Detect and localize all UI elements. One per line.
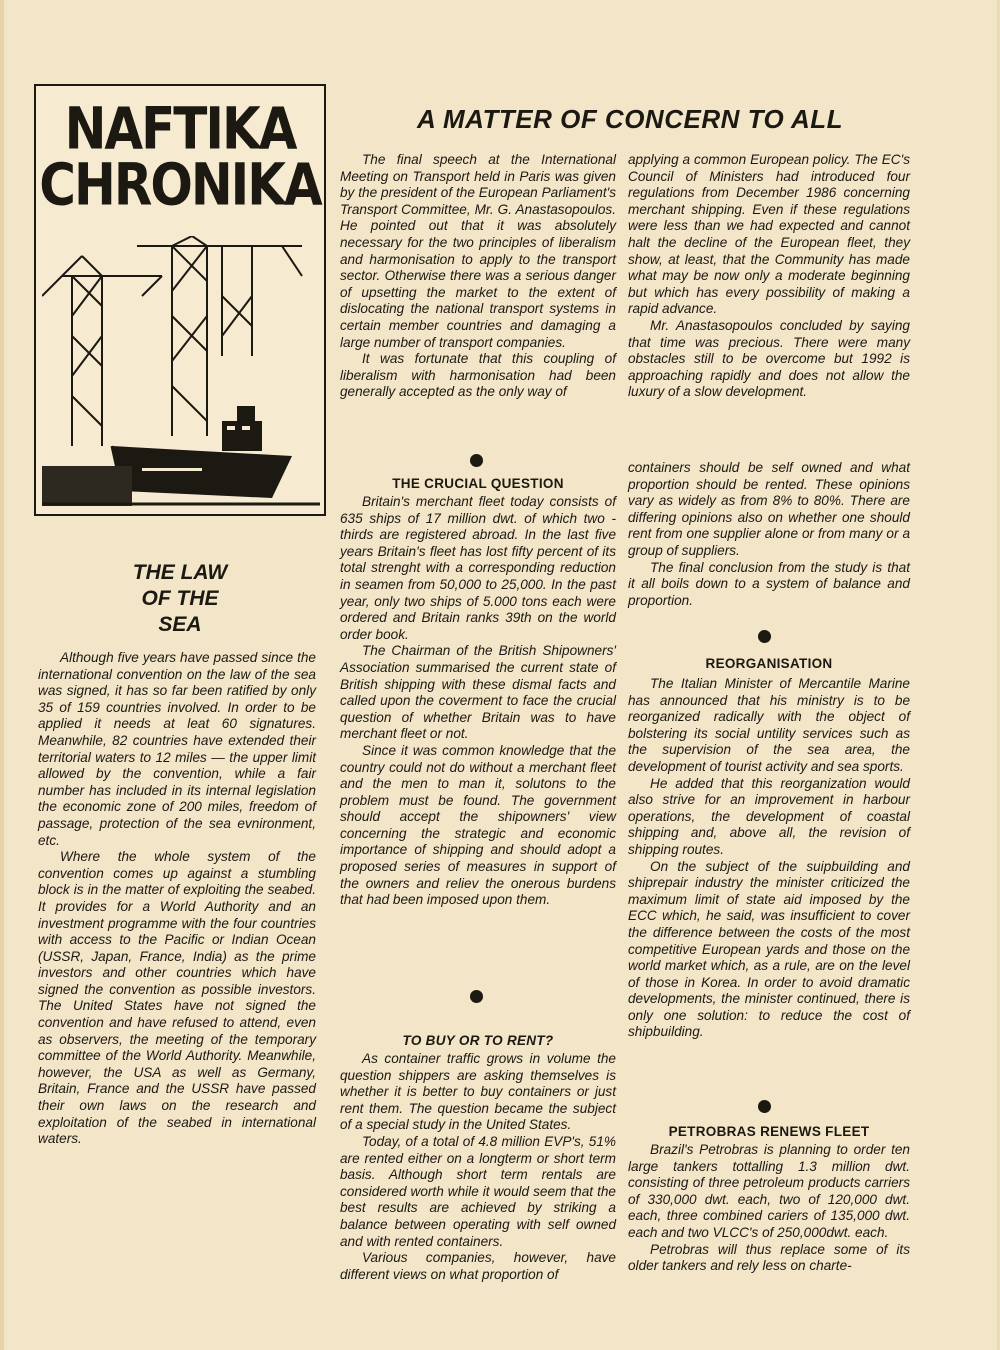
harbour-crane-ship-icon [42, 236, 320, 512]
section-bullet-icon [470, 990, 483, 1003]
petrobras-body [628, 1142, 910, 1275]
paragraph: Various companies, however, have different views on what proportion of [340, 1250, 616, 1282]
concern-column-left [340, 152, 616, 401]
petrobras-heading: PETROBRAS RENEWS FLEET [668, 1124, 870, 1139]
paragraph: Since it was common knowledge that the country could not do without a merchant fleet and the men to man it, solutons to the problem must be found. The government should accept the shipowners' view concerning the strategic and economic importance of shipping and should adopt a proposed series of measures in support of the owners and reliev the onerous burdens that had been imposed upon them. [340, 742, 616, 908]
paragraph: It was fortunate that this coupling of liberalism with harmonisation had been generally accepted as the only way of [340, 351, 616, 400]
section-bullet-icon [758, 630, 771, 643]
masthead-title-line1: NAFTIKA [64, 95, 296, 163]
paragraph: The final conclusion from the study is that it all boils down to a system of balance and proportion. [628, 559, 910, 608]
paragraph: As container traffic grows in volume the question shippers are asking themselves is whether it is better to buy containers or just rent them. The question became the subject of a special study in the United States. [340, 1051, 616, 1133]
paragraph: He added that this reorganization would also strive for an improvement in harbour operations, the development of coastal shipping and, above all, the revision of shipping routes. [628, 775, 910, 857]
buy-or-rent-continued [628, 460, 910, 609]
paragraph: The final speech at the International Meeting on Transport held in Paris was given by the president of the European Parliament's Transport Committee, Mr. G. Anastasopoulos. He pointed out that it was absolutely necessary for the two principles of liberalism and harmonisation to apply to the transport sector. Otherwise there was a serious danger of upsetting the market to the extent of dislocating the national transport systems in certain member countries and damaging a large number of transport companies. [340, 152, 616, 350]
section-bullet-icon [470, 454, 483, 467]
law-title-line: THE LAW [132, 561, 228, 584]
paragraph: Brazil's Petrobras is planning to order ten large tankers tottalling 1.3 million dwt. consisting of three petroleum products carriers of 330,000 dwt. each, two of 120,000 dwt. each, three combined cariers of 135,000 dwt. each and two VLCC's of 250,000dwt. each. [628, 1142, 910, 1240]
paragraph: applying a common European policy. The EC's Council of Ministers had introduced four regulations from December 1986 concerning merchant shipping. Even if these regulations were less than we had expected and cannot halt the decline of the European fleet, they show, at least, that the Community has made what may be now only a moderate beginning but which has every possibility of making a rapid advance. [628, 152, 910, 317]
paragraph: Where the whole system of the convention comes up against a stumbling block is in the matter of exploiting the seabed. It provides for a World Authority and an investment programme with the four countries with access to the Pacific or Indian Ocean (USSR, Japan, France, India) as the prime investors and other countries which have signed the convention as possible investors. The United States have not signed the convention and have refused to attend, even as observers, the meeting of the temporary committee of the World Authority. Meanwhile, however, the USA as well as Germany, Britain, France and the USSR have passed their own laws on the research and exploitation of the seabed in international waters. [38, 849, 316, 1147]
masthead-title-line2: CHRONIKA [39, 151, 321, 219]
paragraph: The Chairman of the British Shipowners' Association summarised the current state of British shipping with these dismal facts and called upon the coverment to face the crucial question of whether Britain was to have merchant fleet or not. [340, 643, 616, 742]
section-bullet-icon [758, 1100, 771, 1113]
crucial-question-body [340, 494, 616, 909]
reorganisation-heading: REORGANISATION [705, 656, 833, 671]
paragraph: On the subject of the suipbuilding and shiprepair industry the minister criticized the maximum limit of state aid imposed by the ECC which, he said, was insufficient to cover the difference between the costs of the most competitive European yards and those on the world market which, as a rule, are on the level of those in Korea. In order to avoid dramatic developments, the minister continued, there is only one solution: to reduce the cost of shipbuilding. [628, 858, 910, 1040]
paragraph: Today, of a total of 4.8 million EVP's, 51% are rented either on a longterm or short term basis. Although short term rentals are considered worth while it would seem that the best results are achieved by striking a balance between operating with self owned and with rented containers. [340, 1133, 616, 1249]
paragraph: The Italian Minister of Mercantile Marine has announced that his ministry is to be reorganized radically with the object of bolstering its social untility services such as the supervision of the sea area, the development of tourist activity and sea sports. [628, 676, 910, 774]
buy-or-rent-heading: TO BUY OR TO RENT? [402, 1033, 554, 1048]
reorganisation-body [628, 676, 910, 1041]
headline: A MATTER OF CONCERN TO ALL [416, 104, 844, 134]
paragraph: containers should be self owned and what proportion should be rented. These opinions vary as widely as from 8% to 80%. There are differing opinions also on whether one should rent from one supplier alone or from many or a group of suppliers. [628, 460, 910, 558]
law-title-line: SEA [158, 613, 202, 636]
buy-or-rent-body [340, 1051, 616, 1283]
masthead-box [34, 84, 326, 516]
paragraph: Although five years have passed since the international convention on the law of the sea was signed, it has so far been ratified by only 35 of 159 countries involved. In order to be applied it needs at leat 60 signatures. Meanwhile, 82 countries have extended their territorial waters to 12 miles — the upper limit allowed by the convention, while a fair number has included in its internal legislation the economic zone of 200 miles, freedom of passage, protection of the sea evnironment, etc. [38, 650, 316, 848]
concern-column-right [628, 152, 910, 401]
law-of-sea-title [90, 560, 270, 638]
law-title-line: OF THE [141, 587, 219, 610]
crucial-question-heading: THE CRUCIAL QUESTION [392, 476, 564, 491]
paragraph: Britain's merchant fleet today consists of 635 ships of 17 million dwt. of which two - thirds are registered abroad. In the last five years Britain's fleet has lost fifty percent of its total strenght with a corresponding reduction in seamen from 50,000 to 25,000. In the past year, only two ships of 5.000 tons each were ordered and Britain ranks 39th on the world order book. [340, 494, 616, 642]
paragraph: Mr. Anastasopoulos concluded by saying that time was precious. There were many obstacles still to be overcome but 1992 is approaching rapidly and does not allow the luxury of a slow development. [628, 317, 910, 400]
law-of-sea-body [38, 650, 316, 1148]
paragraph: Petrobras will thus replace some of its older tankers and rely less on charte- [628, 1241, 910, 1274]
